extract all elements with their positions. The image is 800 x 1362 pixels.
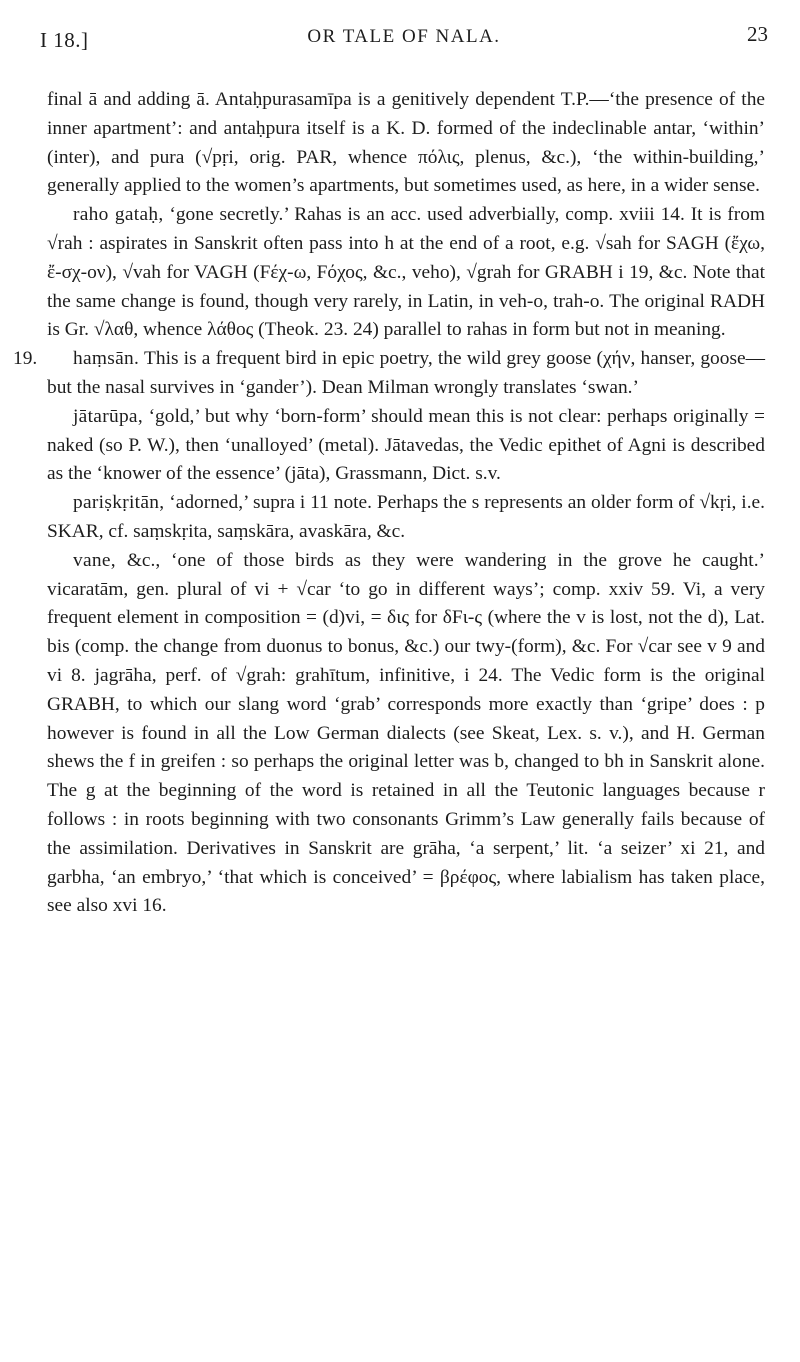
entry-paragraph [47, 403, 770, 489]
page-number: 23 [747, 22, 768, 46]
entry-paragraph [47, 86, 770, 201]
entry-paragraph [47, 201, 770, 345]
entry-headword: raho gataḥ, [73, 204, 164, 226]
entry-paragraph [13, 345, 765, 403]
entry-text: final ā and adding ā. Antaḥpurasamīpa is a genitively dependent T.P.—‘the presence of the inner apartment’: and antaḥpura itself is a K. D. formed of the indeclinable antar, ‘within’ (inter), and pura (√pṛi, orig. PAR, whence πόλις, plenus, &c.), ‘the within-building,’ generally applied to the women’s apartments, but sometimes used, as here, in a wider sense. [47, 89, 770, 197]
page-header [40, 22, 768, 56]
entry-paragraph [47, 547, 770, 921]
entry-headword: pariṣkṛitān, [73, 492, 165, 514]
entry-text: &c., ‘one of those birds as they were wandering in the grove he caught.’ vicaratām, gen. plural of vi + √car ‘to go in different ways’; comp. xxiv 59. Vi, a very frequent element in composition = (d)vi, = δις for δFι-ς (where the v is lost, not the d), Lat. bis (comp. the change from duonus to bonus, &c.) our twy-(form), &c. For √car see v 9 and vi 8. jagrāha, perf. of √grah: grahītum, infinitive, i 24. The Vedic form is the original GRABH, to which our slang word ‘grab’ corresponds more exactly than ‘gripe’ does : p however is found in all the Low German dialects (see Skeat, Lex. s. v.), and H. German shews the f in greifen : so perhaps the original letter was b, changed to bh in Sanskrit alone. The g at the beginning of the word is retained in all the Teutonic languages because r follows : in roots beginning with two consonants Grimm’s Law generally fails because of the assimilation. Derivatives in Sanskrit are grāha, ‘a serpent,’ lit. ‘a seizer’ xi 21, and garbha, ‘an embryo,’ ‘that which is conceived’ = βρέφος, where labialism has taken place, see also xvi 16. [47, 549, 770, 917]
entry-text: This is a frequent bird in epic poetry, the wild grey goose (χήν, hanser, goose—but the nasal survives in ‘gander’). Dean Milman wrongly translates ‘swan.’ [47, 348, 765, 398]
entry-text: ‘gold,’ but why ‘born-form’ should mean this is not clear: perhaps originally = naked (so P. W.), then ‘unalloyed’ (metal). Jātavedas, the Vedic epithet of Agni is described as the ‘knower of the essence’ (jāta), Grassmann, Dict. s.v. [47, 405, 770, 485]
verse-number: 19. [13, 348, 38, 370]
entry-text: ‘gone secretly.’ Rahas is an acc. used adverbially, comp. xviii 14. It is from √rah : aspirates in Sanskrit often pass into h at the end of a root, e.g. √sah for SAGH (ἔχω, ἔ-σχ-ον), √vah for VAGH (Fέχ-ω, Fόχος, &c., veho), √grah for GRABH i 19, &c. Note that the same change is found, though very rarely, in Latin, in veh-o, trah-o. The original RADH is Gr. √λαθ, whence λάθος (Theok. 23. 24) parallel to rahas in form but not in meaning. [47, 204, 770, 341]
entry-paragraph [47, 489, 770, 547]
entry-headword: jātarūpa, [73, 405, 143, 427]
entry-headword: haṃsān. [73, 348, 140, 370]
entry-text: ‘adorned,’ supra i 11 note. Perhaps the s represents an older form of √kṛi, i.e. SKAR, cf. saṃskṛita, saṃskāra, avaskāra, &c. [47, 492, 770, 542]
running-title: OR TALE OF NALA. [307, 26, 501, 47]
commentary-text [13, 86, 770, 921]
section-reference: I 18.] [40, 28, 89, 52]
entry-headword: vane, [73, 549, 116, 571]
